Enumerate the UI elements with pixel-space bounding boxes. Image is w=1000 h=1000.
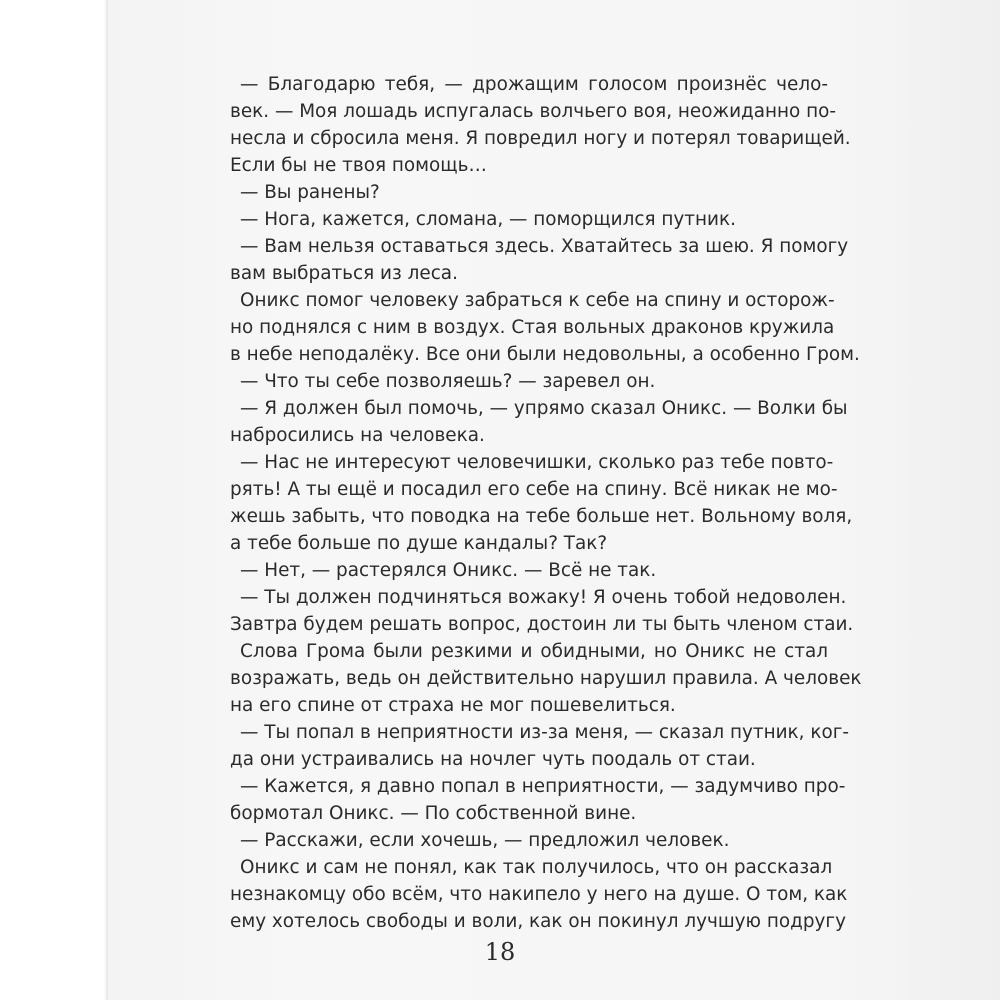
text-line: — Нет, — растерялся Оникс. — Всё не так. xyxy=(240,560,657,581)
text-line: — Кажется, я давно попал в неприятности, — задумчиво про- xyxy=(240,776,846,797)
body-text xyxy=(230,71,862,935)
text-line: Если бы не твоя помощь… xyxy=(230,155,487,176)
text-line: — Нас не интересуют человечишки, сколько раз тебе повто- xyxy=(240,452,834,473)
text-line: — Благодарю тебя, — дрожащим голосом произнёс чело- xyxy=(240,74,828,95)
text-line: — Вы ранены? xyxy=(240,182,380,203)
text-line: — Ты попал в неприятности из-за меня, — сказал путник, ког- xyxy=(240,722,850,743)
text-line: набросились на человека. xyxy=(230,425,485,446)
text-line: возражать, ведь он действительно нарушил правила. А человек xyxy=(230,668,862,689)
text-line: несла и сбросила меня. Я повредил ногу и потерял товарищей. xyxy=(230,128,851,149)
text-line: рять! А ты ещё и посадил его себе на спину. Всё никак не мо- xyxy=(230,479,838,500)
text-line: — Я должен был помочь, — упрямо сказал Оникс. — Волки бы xyxy=(240,398,848,419)
text-line: Оникс помог человеку забраться к себе на спину и осторож- xyxy=(240,290,835,311)
text-line: — Расскажи, если хочешь, — предложил человек. xyxy=(240,830,730,851)
text-line: Завтра будем решать вопрос, достоин ли ты быть членом стаи. xyxy=(230,614,854,635)
text-line: вам выбраться из леса. xyxy=(230,263,458,284)
text-line: Оникс и сам не понял, как так получилось, что он рассказал xyxy=(240,857,833,878)
text-line: жешь забыть, что поводка на тебе больше нет. Вольному воля, xyxy=(230,506,853,527)
text-line: незнакомцу обо всём, что накипело у него на душе. О том, как xyxy=(230,884,848,905)
text-line: Слова Грома были резкими и обидными, но Оникс не стал xyxy=(240,641,828,662)
text-line: — Ты должен подчиняться вожаку! Я очень тобой недоволен. xyxy=(240,587,847,608)
text-line: а тебе больше по душе кандалы? Так? xyxy=(230,533,608,554)
text-line: но поднялся с ним в воздух. Стая вольных драконов кружила xyxy=(230,317,835,338)
page-number: 18 xyxy=(484,938,516,966)
text-line: — Что ты себе позволяешь? — заревел он. xyxy=(240,371,656,392)
text-line: бормотал Оникс. — По собственной вине. xyxy=(230,803,637,824)
text-line: век. — Моя лошадь испугалась волчьего воя, неожиданно по- xyxy=(230,101,837,122)
text-line: ему хотелось свободы и воли, как он покинул лучшую подругу xyxy=(230,911,846,932)
text-line: на его спине от страха не мог пошевелиться. xyxy=(230,695,676,716)
text-line: — Нога, кажется, сломана, — поморщился путник. xyxy=(240,209,736,230)
text-line: в небе неподалёку. Все они были недовольны, а особенно Гром. xyxy=(230,344,860,365)
text-line: — Вам нельзя оставаться здесь. Хватайтесь за шею. Я помогу xyxy=(240,236,849,257)
text-line: да они устраивались на ночлег чуть поодаль от стаи. xyxy=(230,749,756,770)
